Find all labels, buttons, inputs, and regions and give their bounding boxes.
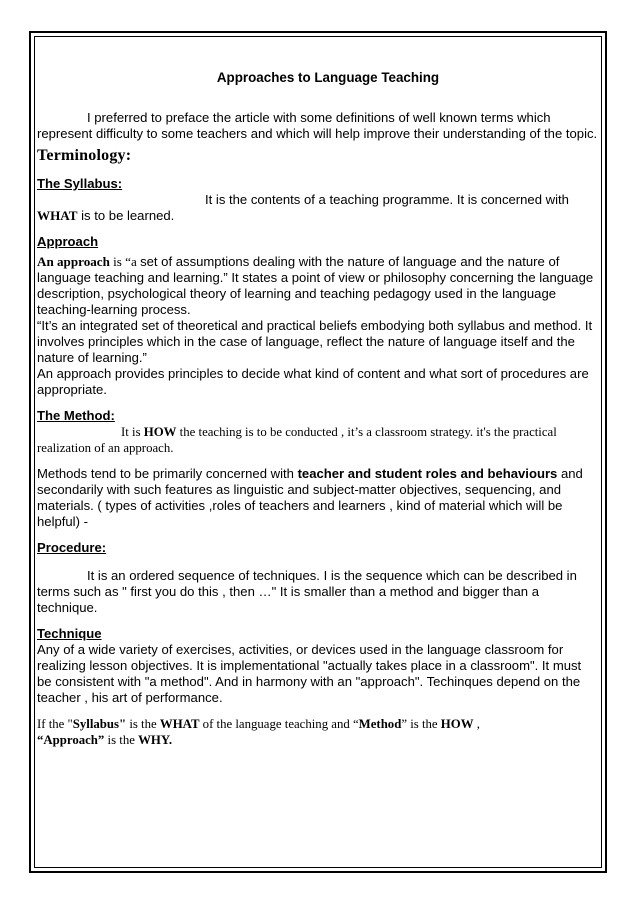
summary-part: , — [473, 717, 480, 731]
approach-paragraph-2: “It’s an integrated set of theoretical and practical beliefs embodying both syllabus and method. It involves principles which in the case of language, reflect the nature of language itself and the nature of learning.” — [37, 318, 593, 365]
summary-sentence — [37, 716, 599, 748]
technique-heading: Technique — [37, 626, 102, 641]
summary-part: ” is the — [401, 717, 441, 731]
method-p2-text-2: and secondarily with such features as linguistic and subject-matter objectives, sequencing, and materials. ( types of activities ,roles of teachers and learners , kind of material which will be helpful) - — [37, 466, 583, 529]
approach-heading: Approach — [37, 234, 99, 249]
technique-paragraph: Any of a wide variety of exercises, activities, or devices used in the language classroom for realizing lesson objectives. It is implementational "actually takes place in a classroom". It must be consistent with "a method". And in harmony with an "approach". Techinques depend on the teacher , his art of performance. — [37, 642, 582, 705]
method-text-2: the teaching is to be conducted , it’s a classroom strategy. it's the practical realization of an approach. — [37, 425, 557, 455]
syllabus-text-bold: WHAT — [37, 208, 78, 223]
summary-part: of the language teaching and “ — [199, 717, 359, 731]
approach-lead-bold: An approach — [37, 254, 110, 269]
summary-part: is the — [126, 717, 160, 731]
syllabus-definition — [37, 192, 599, 224]
method-paragraph-2 — [37, 466, 599, 530]
document-title: Approaches to Language Teaching — [216, 70, 440, 85]
approach-paragraph-1 — [37, 254, 599, 318]
method-heading: The Method: — [37, 408, 115, 423]
summary-how: HOW — [440, 717, 474, 731]
method-text-1: It is — [121, 425, 144, 439]
terminology-heading: Terminology: — [37, 147, 132, 164]
method-definition — [37, 424, 599, 456]
method-text-bold: HOW — [143, 425, 177, 439]
syllabus-text-1: It is the contents of a teaching programme. It is concerned with — [205, 192, 569, 207]
summary-part: If the " — [37, 717, 73, 731]
syllabus-heading: The Syllabus: — [37, 176, 123, 191]
intro-paragraph: I preferred to preface the article with some definitions of well known terms which represent difficulty to some teachers and which will help improve their understanding of the topic. — [37, 110, 598, 141]
summary-what: WHAT — [159, 717, 200, 731]
syllabus-text-2: is to be learned. — [77, 208, 175, 223]
approach-lead-rest: is “a — [109, 254, 141, 269]
method-p2-bold: teacher and student roles and behaviours — [297, 466, 558, 481]
procedure-heading: Procedure: — [37, 540, 107, 555]
summary-approach: “Approach” — [37, 733, 105, 747]
approach-p1-text: set of assumptions dealing with the nature of language and the nature of language teaching and learning.” It states a point of view or philosophy concerning the language description, psychological theory of learning and teaching pedagogy used in the language teaching-learning process. — [37, 254, 594, 317]
summary-syllabus: Syllabus" — [72, 717, 127, 731]
method-p2-text-1: Methods tend to be primarily concerned with — [37, 466, 298, 481]
document-body — [37, 70, 599, 748]
procedure-paragraph: It is an ordered sequence of techniques. I is the sequence which can be described in terms such as " first you do this , then …" It is smaller than a method and bigger than a technique. — [37, 568, 577, 615]
summary-why: WHY. — [138, 733, 173, 747]
summary-method: Method — [358, 717, 402, 731]
summary-part: is the — [104, 733, 139, 747]
approach-paragraph-3: An approach provides principles to decide what kind of content and what sort of procedures are appropriate. — [37, 366, 589, 397]
